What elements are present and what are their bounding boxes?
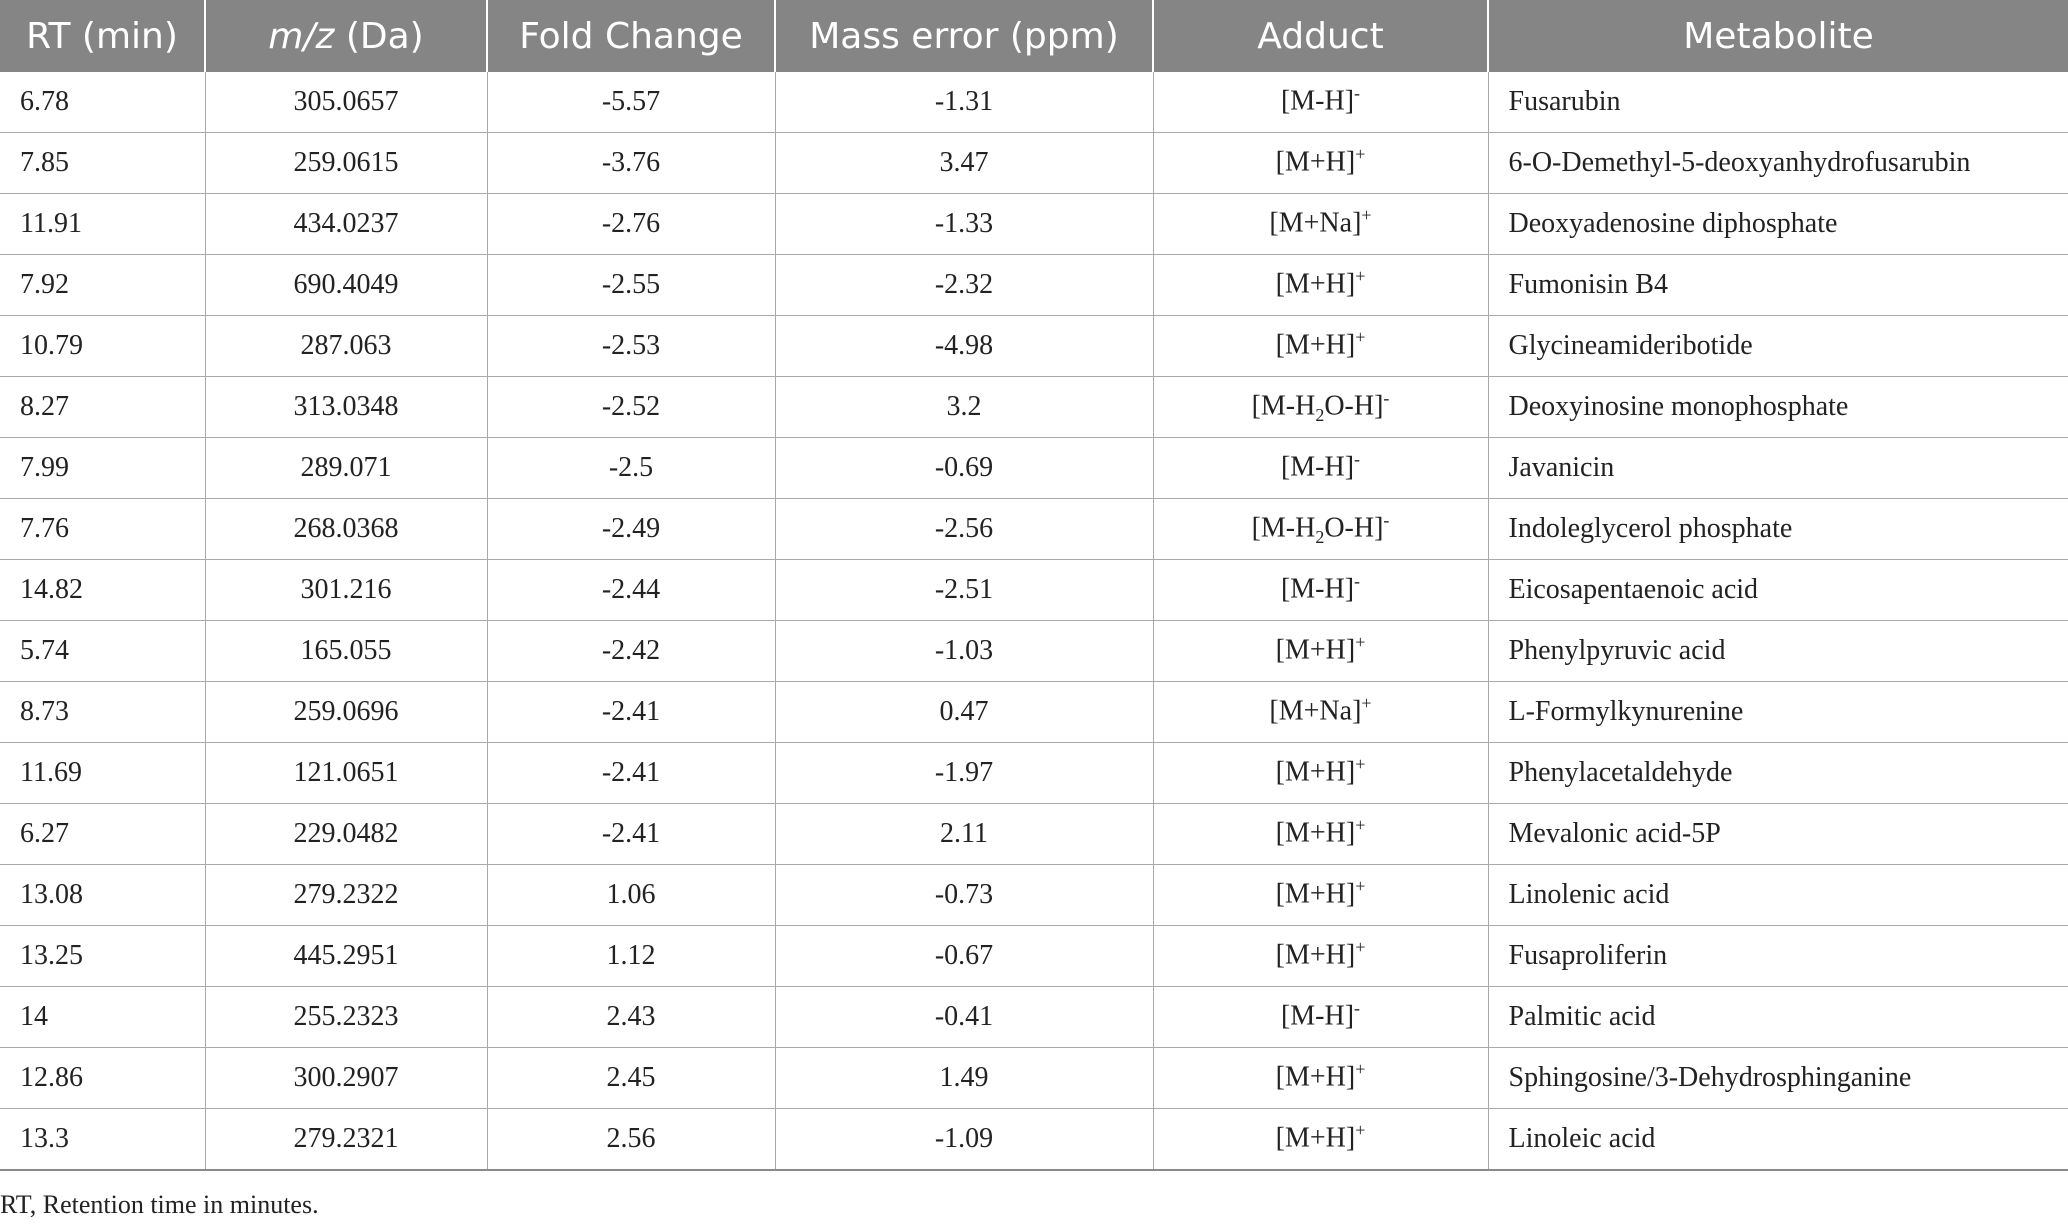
metabolite-cell: Deoxyinosine monophosphate	[1488, 377, 2068, 438]
adduct-charge: +	[1355, 937, 1366, 958]
mass-error-cell: -0.69	[775, 438, 1153, 499]
metabolite-cell: Phenylpyruvic acid	[1488, 621, 2068, 682]
adduct-cell	[1153, 377, 1488, 438]
header-mz-unit: (Da)	[334, 15, 424, 57]
mass-error-cell: -0.67	[775, 926, 1153, 987]
adduct-charge: +	[1355, 754, 1366, 775]
rt-cell: 10.79	[0, 316, 205, 377]
metabolite-cell: Palmitic acid	[1488, 987, 2068, 1048]
adduct-charge: +	[1355, 876, 1366, 897]
metabolite-cell: Phenylacetaldehyde	[1488, 743, 2068, 804]
adduct-base: [M-H]	[1280, 451, 1355, 483]
mz-cell: 165.055	[205, 621, 487, 682]
table-row	[0, 499, 2068, 560]
header-metabolite: Metabolite	[1488, 0, 2068, 72]
rt-cell: 12.86	[0, 1048, 205, 1109]
adduct-base: [M+H]	[1275, 878, 1356, 910]
adduct-charge: +	[1355, 815, 1366, 836]
metabolite-cell: Deoxyadenosine diphosphate	[1488, 194, 2068, 255]
mass-error-cell: -2.51	[775, 560, 1153, 621]
rt-cell: 7.85	[0, 133, 205, 194]
fold-change-cell: -2.42	[487, 621, 775, 682]
adduct-base: [M-H	[1251, 512, 1316, 544]
adduct-charge: -	[1383, 510, 1390, 531]
rt-cell: 13.08	[0, 865, 205, 926]
mz-cell: 287.063	[205, 316, 487, 377]
fold-change-cell: -3.76	[487, 133, 775, 194]
table-row	[0, 1109, 2068, 1171]
rt-cell: 5.74	[0, 621, 205, 682]
metabolite-cell: Fusarubin	[1488, 72, 2068, 133]
mass-error-cell: -0.73	[775, 865, 1153, 926]
mz-cell: 434.0237	[205, 194, 487, 255]
rt-cell: 7.76	[0, 499, 205, 560]
fold-change-cell: -2.53	[487, 316, 775, 377]
rt-cell: 8.27	[0, 377, 205, 438]
adduct-charge: +	[1355, 1059, 1366, 1080]
adduct-charge: +	[1355, 632, 1366, 653]
adduct-cell	[1153, 560, 1488, 621]
fold-change-cell: -2.52	[487, 377, 775, 438]
header-mz	[205, 0, 487, 72]
fold-change-cell: 2.56	[487, 1109, 775, 1171]
adduct-base: [M+Na]	[1269, 695, 1362, 727]
metabolite-cell: 6-O-Demethyl-5-deoxyanhydrofusarubin	[1488, 133, 2068, 194]
mz-cell: 229.0482	[205, 804, 487, 865]
rt-cell: 6.78	[0, 72, 205, 133]
table-row	[0, 865, 2068, 926]
header-adduct: Adduct	[1153, 0, 1488, 72]
mass-error-cell: -2.56	[775, 499, 1153, 560]
adduct-charge: +	[1355, 1120, 1366, 1141]
adduct-cell	[1153, 499, 1488, 560]
mass-error-cell: -1.33	[775, 194, 1153, 255]
adduct-base: [M+H]	[1275, 939, 1356, 971]
fold-change-cell: -2.41	[487, 743, 775, 804]
adduct-cell	[1153, 316, 1488, 377]
fold-change-cell: -2.49	[487, 499, 775, 560]
mz-cell: 313.0348	[205, 377, 487, 438]
metabolite-cell: Fusaproliferin	[1488, 926, 2068, 987]
fold-change-cell: 1.06	[487, 865, 775, 926]
adduct-cell	[1153, 72, 1488, 133]
mass-error-cell: -1.31	[775, 72, 1153, 133]
mz-cell: 289.071	[205, 438, 487, 499]
mass-error-cell: 0.47	[775, 682, 1153, 743]
metabolite-cell: Indoleglycerol phosphate	[1488, 499, 2068, 560]
rt-cell: 11.69	[0, 743, 205, 804]
adduct-base: [M+H]	[1275, 268, 1356, 300]
adduct-base: [M+H]	[1275, 1122, 1356, 1154]
adduct-base: [M+H]	[1275, 756, 1356, 788]
header-mass-error: Mass error (ppm)	[775, 0, 1153, 72]
table-body	[0, 72, 2068, 1170]
mass-error-cell: -4.98	[775, 316, 1153, 377]
metabolite-cell: Eicosapentaenoic acid	[1488, 560, 2068, 621]
metabolite-cell: Mevalonic acid-5P	[1488, 804, 2068, 865]
adduct-base: [M+H]	[1275, 1061, 1356, 1093]
adduct-cell	[1153, 743, 1488, 804]
table-row	[0, 682, 2068, 743]
table-row	[0, 133, 2068, 194]
rt-cell: 11.91	[0, 194, 205, 255]
fold-change-cell: -5.57	[487, 72, 775, 133]
mz-cell: 279.2321	[205, 1109, 487, 1171]
header-mz-italic: m/z	[268, 15, 335, 57]
header-fold-change: Fold Change	[487, 0, 775, 72]
header-row	[0, 0, 2068, 72]
adduct-base: [M+Na]	[1269, 207, 1362, 239]
rt-cell: 14.82	[0, 560, 205, 621]
table-row	[0, 621, 2068, 682]
mass-error-cell: -2.32	[775, 255, 1153, 316]
mass-error-cell: -1.97	[775, 743, 1153, 804]
fold-change-cell: 2.43	[487, 987, 775, 1048]
mz-cell: 279.2322	[205, 865, 487, 926]
table-row	[0, 72, 2068, 133]
fold-change-cell: -2.55	[487, 255, 775, 316]
mass-error-cell: -0.41	[775, 987, 1153, 1048]
mass-error-cell: 3.2	[775, 377, 1153, 438]
table-row	[0, 743, 2068, 804]
metabolite-cell: Fumonisin B4	[1488, 255, 2068, 316]
header-rt: RT (min)	[0, 0, 205, 72]
mz-cell: 300.2907	[205, 1048, 487, 1109]
table-footnote: RT, Retention time in minutes.	[0, 1190, 319, 1219]
adduct-cell	[1153, 438, 1488, 499]
adduct-tail: O-H]	[1324, 390, 1384, 422]
adduct-charge: +	[1361, 693, 1372, 714]
mz-cell: 259.0615	[205, 133, 487, 194]
mass-error-cell: 1.49	[775, 1048, 1153, 1109]
table-row	[0, 194, 2068, 255]
mz-cell: 259.0696	[205, 682, 487, 743]
adduct-base: [M-H]	[1280, 85, 1355, 117]
mass-error-cell: 3.47	[775, 133, 1153, 194]
mass-error-cell: -1.03	[775, 621, 1153, 682]
fold-change-cell: -2.76	[487, 194, 775, 255]
rt-cell: 13.3	[0, 1109, 205, 1171]
adduct-charge: -	[1354, 998, 1361, 1019]
adduct-charge: -	[1354, 449, 1361, 470]
adduct-base: [M-H]	[1280, 1000, 1355, 1032]
rt-cell: 14	[0, 987, 205, 1048]
rt-cell: 6.27	[0, 804, 205, 865]
fold-change-cell: -2.5	[487, 438, 775, 499]
adduct-tail: O-H]	[1324, 512, 1384, 544]
adduct-base: [M+H]	[1275, 329, 1356, 361]
fold-change-cell: 2.45	[487, 1048, 775, 1109]
adduct-base: [M-H	[1251, 390, 1316, 422]
rt-cell: 8.73	[0, 682, 205, 743]
mz-cell: 305.0657	[205, 72, 487, 133]
adduct-cell	[1153, 255, 1488, 316]
table-row	[0, 377, 2068, 438]
adduct-charge: -	[1354, 571, 1361, 592]
adduct-charge: +	[1355, 144, 1366, 165]
metabolite-cell: Javanicin	[1488, 438, 2068, 499]
adduct-base: [M-H]	[1280, 573, 1355, 605]
fold-change-cell: 1.12	[487, 926, 775, 987]
metabolite-cell: Linoleic acid	[1488, 1109, 2068, 1171]
fold-change-cell: -2.41	[487, 804, 775, 865]
adduct-cell	[1153, 987, 1488, 1048]
adduct-base: [M+H]	[1275, 634, 1356, 666]
mz-cell: 445.2951	[205, 926, 487, 987]
metabolite-cell: L-Formylkynurenine	[1488, 682, 2068, 743]
mz-cell: 268.0368	[205, 499, 487, 560]
table-row	[0, 804, 2068, 865]
adduct-cell	[1153, 133, 1488, 194]
adduct-cell	[1153, 194, 1488, 255]
mz-cell: 690.4049	[205, 255, 487, 316]
fold-change-cell: -2.44	[487, 560, 775, 621]
rt-cell: 7.92	[0, 255, 205, 316]
adduct-cell	[1153, 682, 1488, 743]
mz-cell: 255.2323	[205, 987, 487, 1048]
metabolite-cell: Glycineamideribotide	[1488, 316, 2068, 377]
adduct-cell	[1153, 926, 1488, 987]
mass-error-cell: -1.09	[775, 1109, 1153, 1171]
rt-cell: 7.99	[0, 438, 205, 499]
table-row	[0, 1048, 2068, 1109]
adduct-charge: -	[1383, 388, 1390, 409]
adduct-charge: +	[1355, 266, 1366, 287]
adduct-cell	[1153, 1048, 1488, 1109]
metabolite-cell: Linolenic acid	[1488, 865, 2068, 926]
adduct-charge: +	[1355, 327, 1366, 348]
adduct-subscript: 2	[1315, 404, 1325, 425]
adduct-cell	[1153, 804, 1488, 865]
table-row	[0, 987, 2068, 1048]
adduct-cell	[1153, 1109, 1488, 1171]
mz-cell: 121.0651	[205, 743, 487, 804]
table-row	[0, 255, 2068, 316]
rt-cell: 13.25	[0, 926, 205, 987]
adduct-charge: +	[1361, 205, 1372, 226]
adduct-charge: -	[1354, 83, 1361, 104]
adduct-cell	[1153, 621, 1488, 682]
mz-cell: 301.216	[205, 560, 487, 621]
fold-change-cell: -2.41	[487, 682, 775, 743]
table-row	[0, 438, 2068, 499]
table-row	[0, 316, 2068, 377]
mass-error-cell: 2.11	[775, 804, 1153, 865]
metabolite-cell: Sphingosine/3-Dehydrosphinganine	[1488, 1048, 2068, 1109]
adduct-base: [M+H]	[1275, 817, 1356, 849]
table-row	[0, 926, 2068, 987]
adduct-base: [M+H]	[1275, 146, 1356, 178]
adduct-subscript: 2	[1315, 526, 1325, 547]
adduct-cell	[1153, 865, 1488, 926]
table-row	[0, 560, 2068, 621]
